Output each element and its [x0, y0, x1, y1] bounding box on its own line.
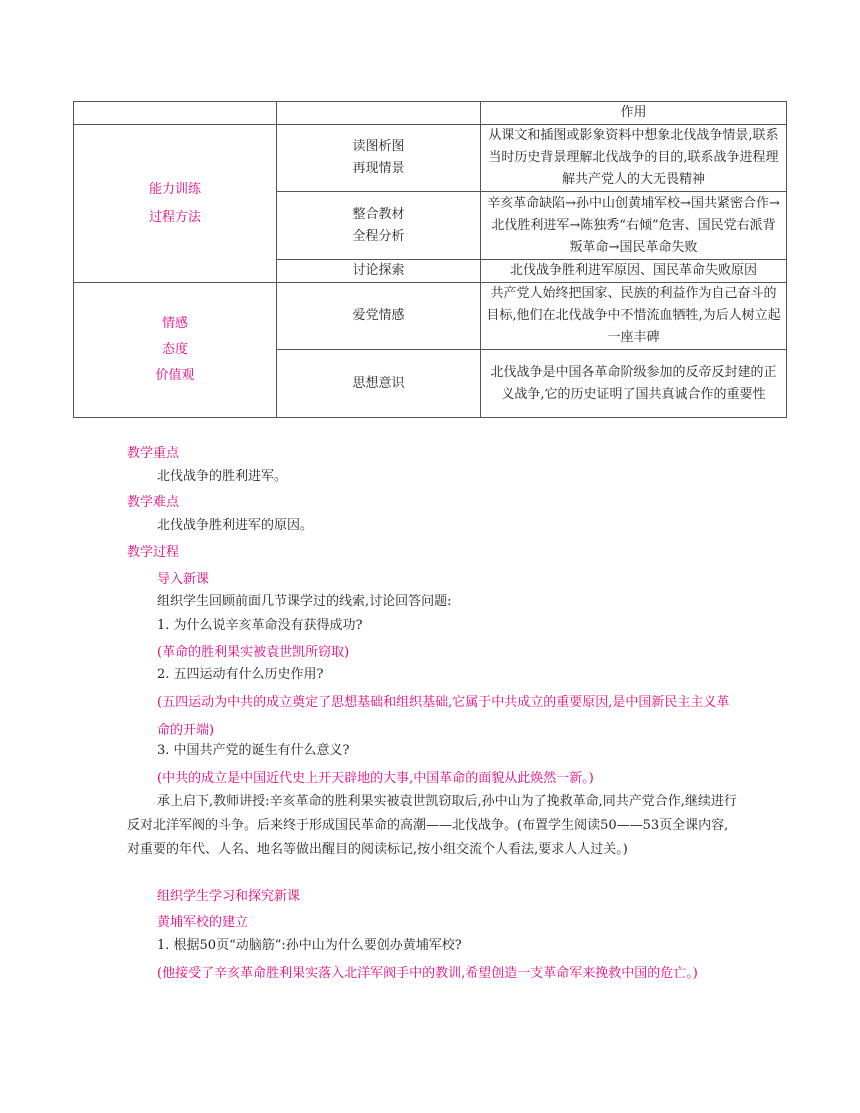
question-4: 1. 根据50页“动脑筋”:孙中山为什么要创办黄埔军校? [157, 938, 462, 953]
method-cell [277, 192, 481, 260]
header-cell [277, 102, 481, 125]
intro-heading: 导入新课 [157, 572, 210, 587]
method-line: 全程分析 [352, 228, 405, 244]
category-line: 态度 [161, 342, 188, 357]
question-1: 1. 为什么说辛亥革命没有获得成功? [157, 618, 363, 633]
category-cell [74, 125, 277, 283]
category-line: 价值观 [155, 368, 195, 383]
huangpu-heading: 黄埔军校的建立 [157, 915, 249, 930]
key-point-text: 北伐战争的胜利进军。 [157, 469, 288, 484]
lecture-paragraph: 承上启下,教师讲授:辛亥革命的胜利果实被袁世凯窃取后,孙中山为了挽救革命,同共产党合作,继续进行反对北洋军阀的斗争。后来终于形成国民革命的高潮——北伐战争。(布置学生阅读50——53页全课内容,对重要的年代、人名、地名等做出醒目的阅读标记,按小组交流个人看法,要求人人过关。) [127, 794, 737, 857]
method-cell: 思想意识 [277, 350, 481, 418]
answer-2: (五四运动为中共的成立奠定了思想基础和组织基础,它属于中共成立的重要原因,是中国新民主主义革命的开端) [157, 695, 730, 738]
method-cell: 讨论探索 [277, 260, 481, 283]
effect-cell: 北伐战争胜利进军原因、国民革命失败原因 [481, 260, 787, 283]
header-cell: 作用 [481, 102, 787, 125]
category-cell [74, 283, 277, 418]
answer-3: (中共的成立是中国近代史上开天辟地的大事,中国革命的面貌从此焕然一新。) [157, 771, 594, 786]
category-line: 过程方法 [148, 209, 201, 225]
study-heading: 组织学生学习和探究新课 [157, 889, 301, 904]
category-line: 情感 [161, 316, 188, 331]
question-3: 3. 中国共产党的诞生有什么意义? [157, 743, 350, 758]
effect-cell: 辛亥革命缺陷→孙中山创黄埔军校→国共紧密合作→北伐胜利进军→陈独秀“右倾”危害、国民党右派背叛革命→国民革命失败 [481, 192, 787, 260]
objectives-table [73, 101, 787, 418]
difficulty-text: 北伐战争胜利进军的原因。 [157, 518, 314, 533]
intro-text: 组织学生回顾前面几节课学过的线索,讨论回答问题: [157, 594, 452, 609]
question-2: 2. 五四运动有什么历史作用? [157, 667, 324, 682]
header-cell [74, 102, 277, 125]
method-line: 整合教材 [352, 206, 405, 222]
table-header-row [74, 102, 787, 125]
method-cell: 爱党情感 [277, 283, 481, 350]
effect-cell: 共产党人始终把国家、民族的利益作为自己奋斗的目标,他们在北伐战争中不惜流血牺牲,为后人树立起一座丰碑 [481, 283, 787, 350]
effect-cell: 北伐战争是中国各革命阶级参加的反帝反封建的正义战争,它的历史证明了国共真诚合作的重要性 [481, 350, 787, 418]
difficulty-heading: 教学难点 [127, 495, 180, 510]
key-point-heading: 教学重点 [127, 446, 180, 461]
table-row [74, 283, 787, 350]
answer-4: (他接受了辛亥革命胜利果实落入北洋军阀手中的教训,希望创造一支革命军来挽救中国的危亡。) [157, 966, 698, 981]
category-line: 能力训练 [148, 181, 201, 197]
process-heading: 教学过程 [127, 545, 180, 560]
method-cell [277, 125, 481, 192]
method-line: 读图析图 [352, 139, 405, 154]
table-row [74, 125, 787, 192]
answer-1: (革命的胜利果实被袁世凯所窃取) [157, 645, 350, 660]
effect-cell: 从课文和插图或影象资料中想象北伐战争情景,联系当时历史背景理解北伐战争的目的,联系战争进程理解共产党人的大无畏精神 [481, 125, 787, 192]
method-line: 再现情景 [352, 161, 405, 176]
